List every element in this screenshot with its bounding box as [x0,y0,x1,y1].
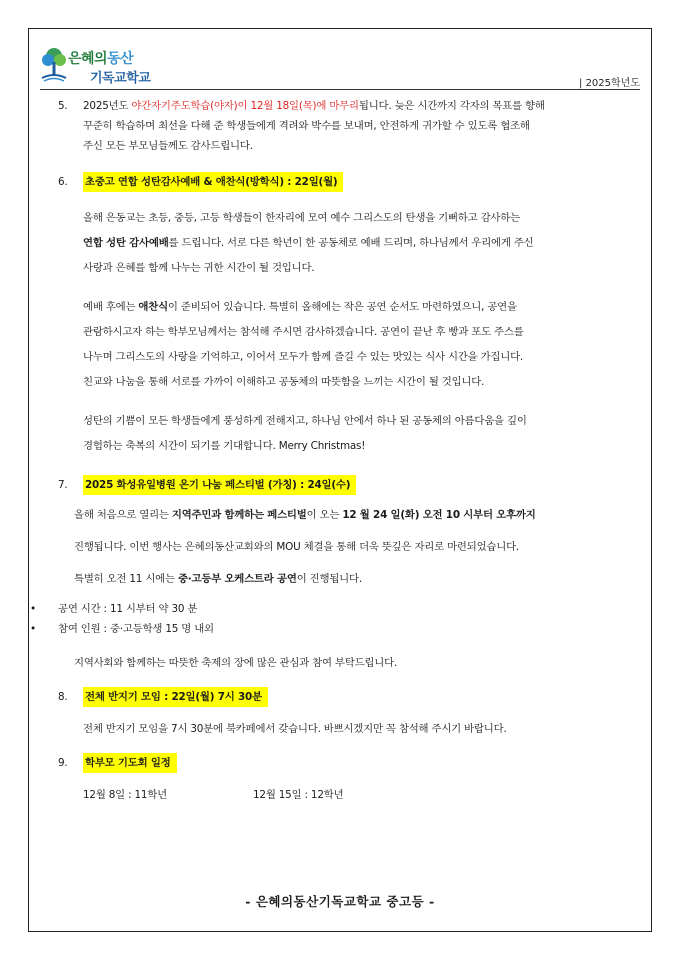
section-6-line: 올해 은동교는 초등, 중등, 고등 학생들이 한자리에 모여 예수 그리스도의 탄생을 기뻐하고 감사하는 [83,212,520,224]
section-7-line: 지역사회와 함께하는 따뜻한 축제의 장에 많은 관심과 참여 부탁드립니다. [74,657,398,669]
section-7-line: 특별히 오전 11 시에는 중·고등부 오케스트라 공연이 진행됩니다. [74,573,362,585]
section-6-line: 연합 성탄 감사예배를 드립니다. 서로 다른 학년이 한 공동체로 예배 드리며, 하나님께서 우리에게 주신 [83,237,534,249]
section-9-heading: 9. 학부모 기도회 일정 [58,753,630,773]
footer-signature: - 은혜의동산기독교학교 중고등 - [245,894,435,909]
section-6-line: 나누며 그리스도의 사랑을 기억하고, 이어서 모두가 함께 즐길 수 있는 맛있는 식사 시간을 가집니다. [83,351,524,363]
section-7-line: 올해 처음으로 열리는 지역주민과 함께하는 페스티벌이 오는 12 월 24 일(화) 오전 10 시부터 오후까지 [74,509,536,521]
prayer-date-2: 12월 15일 : 12학년 [253,789,344,801]
section-6-line: 친교와 나눔을 통해 서로를 가까이 이해하고 공동체의 따뜻함을 느끼는 시간이 될 것입니다. [83,376,485,388]
year-label: | 2025학년도 [579,78,640,89]
section-7-title: 2025 화성유일병원 온기 나눔 페스티벌 (가칭) : 24일(수) [83,475,356,495]
list-item: • 참여 인원 : 중·고등학생 15 명 내외 [30,623,214,635]
section-8-line: 전체 반지기 모임을 7시 30분에 북카페에서 갖습니다. 바쁘시겠지만 꼭 참석해 주시기 바랍니다. [83,723,507,735]
prayer-date-1: 12월 8일 : 11학년 [83,789,168,801]
section-6-title: 초중고 연합 성탄감사예배 & 애찬식(방학식) : 22일(월) [83,172,343,192]
section-6-line: 사랑과 은혜를 함께 나누는 귀한 시간이 될 것입니다. [83,262,315,274]
tree-icon [40,46,68,84]
section-6-heading: 6. 초중고 연합 성탄감사예배 & 애찬식(방학식) : 22일(월) [58,172,630,192]
section-7-bullets [28,599,630,639]
section-8-heading: 8. 전체 반지기 모임 : 22일(월) 7시 30분 [58,687,630,707]
section-6-line: 예배 후에는 애찬식이 준비되어 있습니다. 특별히 올해에는 작은 공연 순서도 마련하였으니, 공연을 [83,301,517,313]
prayer-schedule [58,785,630,805]
section-8-title: 전체 반지기 모임 : 22일(월) 7시 30분 [83,687,268,707]
section-7-heading: 7. 2025 화성유일병원 온기 나눔 페스티벌 (가칭) : 24일(수) [58,475,630,495]
yaja-end-notice: 야간자기주도학습(야자)이 12월 18일(목)에 마무리 [131,100,359,112]
list-item: • 공연 시간 : 11 시부터 약 30 분 [30,603,198,615]
logo-subtitle: 기독교학교 [90,71,151,86]
newsletter-body [30,96,630,805]
section-6-line: 경험하는 축복의 시간이 되기를 기대합니다. Merry Christmas! [83,440,366,452]
section-6-line: 관람하시고자 하는 학부모님께서는 참석해 주시면 감사하겠습니다. 공연이 끝난 후 빵과 포도 주스를 [83,326,524,338]
section-9-title: 학부모 기도회 일정 [83,753,177,773]
section-6-line: 성탄의 기쁨이 모든 학생들에게 풍성하게 전해지고, 하나님 안에서 하나 된 공동체의 아름다움을 깊이 [83,415,527,427]
section-5-line: 주신 모든 부모님들께도 감사드립니다. [83,140,253,152]
header-divider [40,89,640,90]
logo-title: 은혜의동산 [68,51,134,67]
section-5-line: 꾸준히 학습하며 최선을 다해 준 학생들에게 격려와 박수를 보내며, 안전하게 귀가할 수 있도록 협조해 [83,120,530,132]
section-5-heading: 5. 2025년도 야간자기주도학습(야자)이 12월 18일(목)에 마무리됩니다. 늦은 시간까지 각자의 목표를 향해 [58,100,545,112]
section-7-line: 진행됩니다. 이번 행사는 은혜의동산교회와의 MOU 체결을 통해 더욱 뜻깊은 자리로 마련되었습니다. [74,541,520,553]
school-logo [40,46,150,86]
